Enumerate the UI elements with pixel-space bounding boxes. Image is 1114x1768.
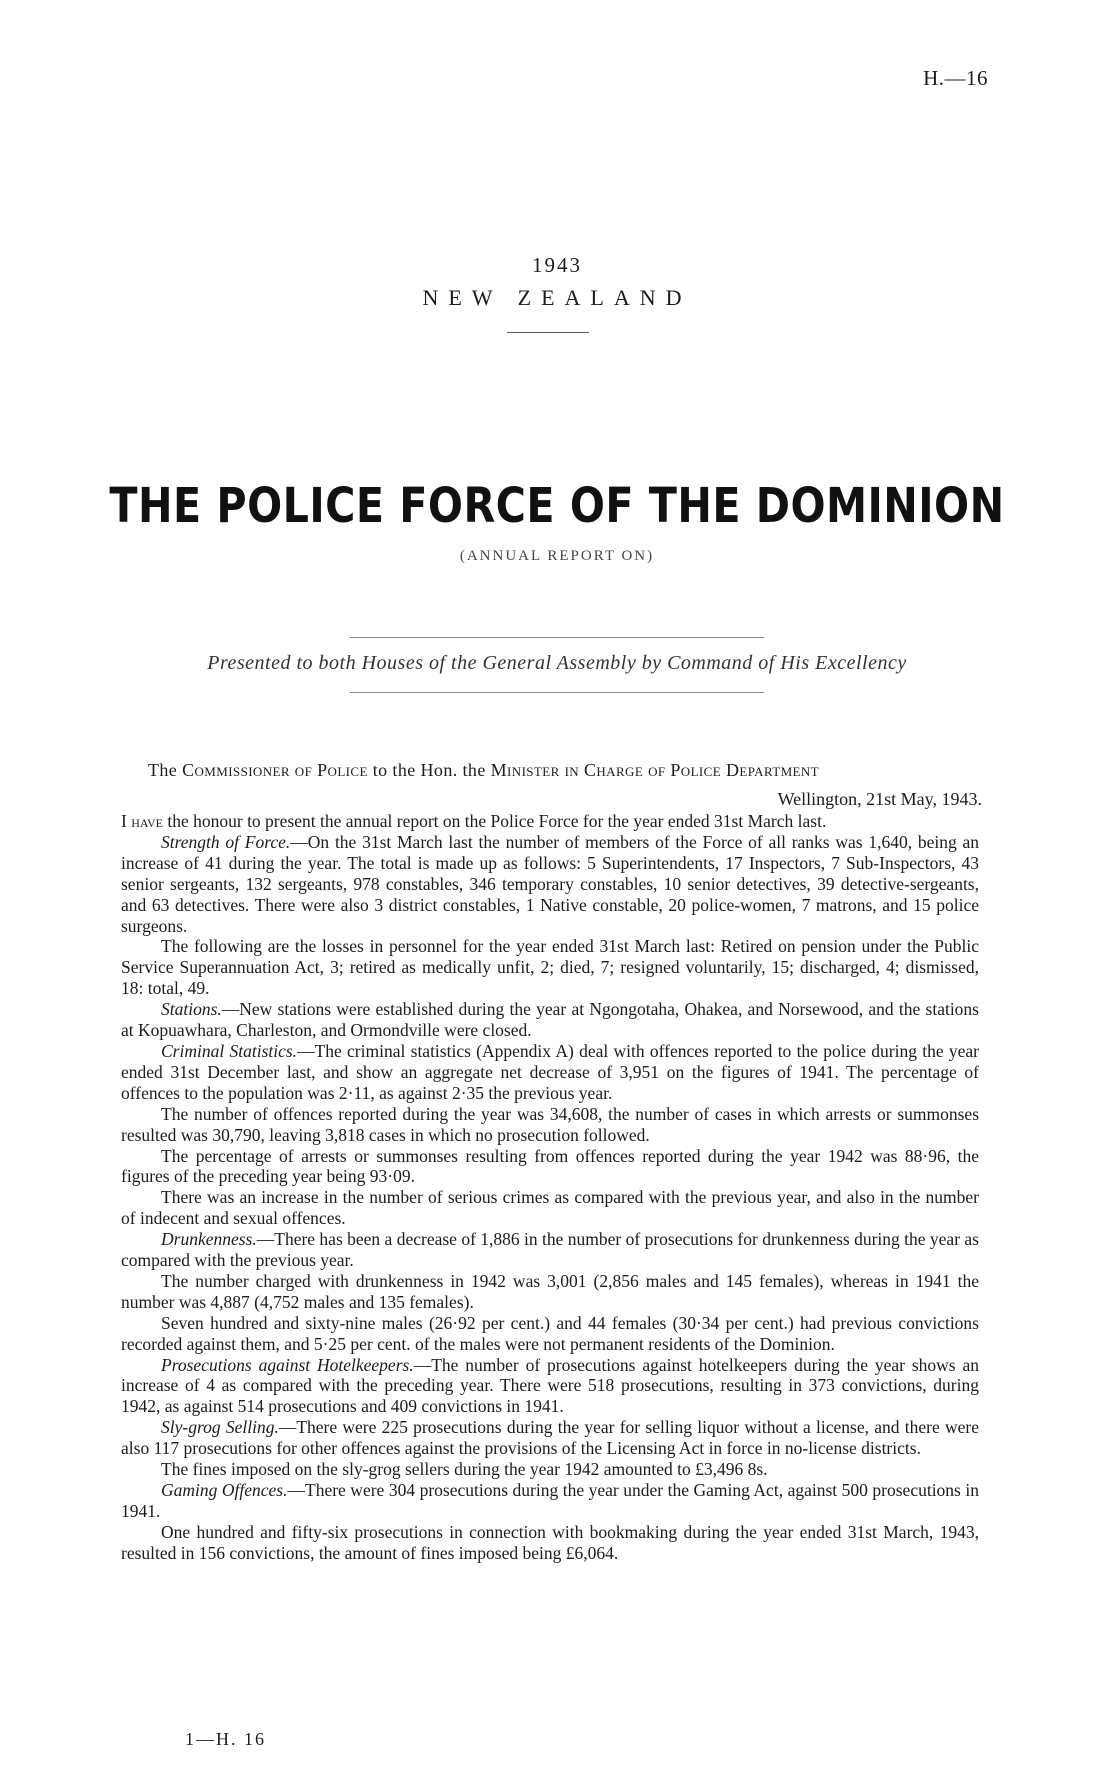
paragraph-text: —There has been a decrease of 1,886 in the number of prosecutions for drunkenness during the year as compared with the previous year.	[121, 1229, 979, 1271]
opening-text: the honour to present the annual report on the Police Force for the year ended 31st March last.	[162, 811, 827, 831]
paragraph-text: —There were 304 prosecutions during the year under the Gaming Act, against 500 prosecutions in 1941.	[121, 1480, 979, 1521]
paragraph-offences-reported	[121, 1104, 979, 1146]
section-heading: Stations.	[161, 999, 222, 1020]
paragraph-criminal-statistics	[121, 1041, 979, 1104]
report-year: 1943	[532, 253, 582, 277]
paragraph-strength	[121, 832, 979, 937]
divider-rule	[507, 332, 589, 333]
paragraph-text: Seven hundred and sixty-nine males (26·92 per cent.) and 44 females (30·34 per cent.) had previous convictions recorded against them, and 5·25 per cent. of the males were not permanent residents of the Dominion.	[121, 1312, 979, 1354]
letter-from: Commissioner of Police	[182, 760, 368, 780]
paragraph-bookmaking	[121, 1522, 979, 1564]
addressee-to-word: to the	[372, 760, 416, 780]
paragraph-gaming	[121, 1480, 979, 1522]
section-heading: Criminal Statistics.	[161, 1040, 298, 1061]
paragraph-text: There was an increase in the number of serious crimes as compared with the previous year, and also in the number of indecent and sexual offences.	[121, 1187, 979, 1229]
presentation-line: Presented to both Houses of the General Assembly by Command of His Excellency	[207, 652, 907, 674]
paragraph-text: The following are the losses in personnel for the year ended 31st March last: Retired on pension under the Public Service Superannuation Act, 3; retired as medically unfit, 2; died, 7; resigned voluntarily, 15; discharged, 4; dismissed, 18: total, 49.	[121, 936, 979, 999]
opening-lead: I have	[121, 811, 163, 831]
paragraph-text: One hundred and fifty-six prosecutions in connection with bookmaking during the year ended 31st March, 1943, resulted in 156 convictions, the amount of fines imposed being £6,064.	[121, 1521, 979, 1563]
section-heading: Prosecutions against Hotelkeepers.	[161, 1354, 414, 1375]
addressee-the: The	[148, 760, 178, 780]
paragraph-text: The number charged with drunkenness in 1942 was 3,001 (2,856 males and 145 females), whereas in 1941 the number was 4,887 (4,752 males and 135 females).	[121, 1270, 979, 1312]
document-subtitle: (ANNUAL REPORT ON)	[459, 548, 655, 564]
paragraph-text: —On the 31st March last the number of members of the Force of all ranks was 1,640, being an increase of 41 during the year. The total is made up as follows: 5 Superintendents, 17 Inspectors, 7 Sub-Inspectors, 43 senior sergeants, 132 sergeants, 978 constables, 346 temporary constables, 10 senior detectives, 39 detective-sergeants, and 63 detectives. There were also 3 district constables, 1 Native constable, 20 police-women, 7 matrons, and 15 police surgeons.	[121, 831, 979, 936]
report-body	[121, 811, 979, 1564]
paragraph-arrest-percentage	[121, 1146, 979, 1188]
document-title: THE POLICE FORCE OF THE DOMINION	[109, 478, 1005, 534]
paragraph-sly-grog-fines	[121, 1459, 979, 1480]
letter-to: Minister in Charge of Police Department	[490, 760, 819, 780]
section-heading: Sly-grog Selling.	[161, 1417, 279, 1438]
paragraph-text: —There were 225 prosecutions during the year for selling liquor without a license, and there were also 117 prosecutions for other offences against the provisions of the Licensing Act in force in no-license districts.	[121, 1417, 979, 1459]
divider-rule-top	[350, 637, 764, 638]
paragraph-text: The percentage of arrests or summonses resulting from offences reported during the year 1942 was 88·96, the figures of the preceding year being 93·09.	[121, 1145, 979, 1187]
section-heading: Strength of Force.	[161, 831, 291, 852]
opening-paragraph	[121, 811, 979, 832]
paragraph-serious-crimes	[121, 1187, 979, 1229]
letter-addressee	[148, 760, 819, 781]
paragraph-drunkenness	[121, 1229, 979, 1271]
paragraph-stations	[121, 999, 979, 1041]
paragraph-text: —The criminal statistics (Appendix A) deal with offences reported to the police during the year ended 31st December last, and show an aggregate net decrease of 3,951 on the figures of 1941. The percentage of offences to the population was 2·11, as against 2·35 the previous year.	[121, 1040, 979, 1103]
paragraph-text: The number of offences reported during the year was 34,608, the number of cases in which arrests or summonses resulted was 30,790, leaving 3,818 cases in which no prosecution followed.	[121, 1103, 979, 1145]
divider-rule-bottom	[350, 692, 764, 693]
page-reference: H.—16	[923, 66, 988, 90]
letter-dateline: Wellington, 21st May, 1943.	[777, 789, 982, 809]
paragraph-sly-grog	[121, 1417, 979, 1459]
section-heading: Drunkenness.	[161, 1229, 257, 1250]
country-heading: NEW ZEALAND	[422, 285, 692, 310]
addressee-hon: Hon. the	[420, 760, 486, 780]
paragraph-text: The fines imposed on the sly-grog sellers during the year 1942 amounted to £3,496 8s.	[161, 1459, 768, 1480]
paragraph-losses	[121, 936, 979, 999]
paragraph-text: —The number of prosecutions against hotelkeepers during the year shows an increase of 4 as compared with the preceding year. There were 518 prosecutions, resulting in 373 convictions, during 1942, as against 514 prosecutions and 409 convictions in 1941.	[121, 1354, 979, 1417]
paragraph-previous-convictions	[121, 1313, 979, 1355]
paragraph-hotelkeepers	[121, 1355, 979, 1418]
signature-mark: 1—H. 16	[185, 1729, 266, 1749]
paragraph-text: —New stations were established during the year at Ngongotaha, Ohakea, and Norsewood, and the stations at Kopuawhara, Charleston, and Ormondville were closed.	[121, 999, 979, 1041]
paragraph-drunkenness-numbers	[121, 1271, 979, 1313]
section-heading: Gaming Offences.	[161, 1480, 288, 1500]
